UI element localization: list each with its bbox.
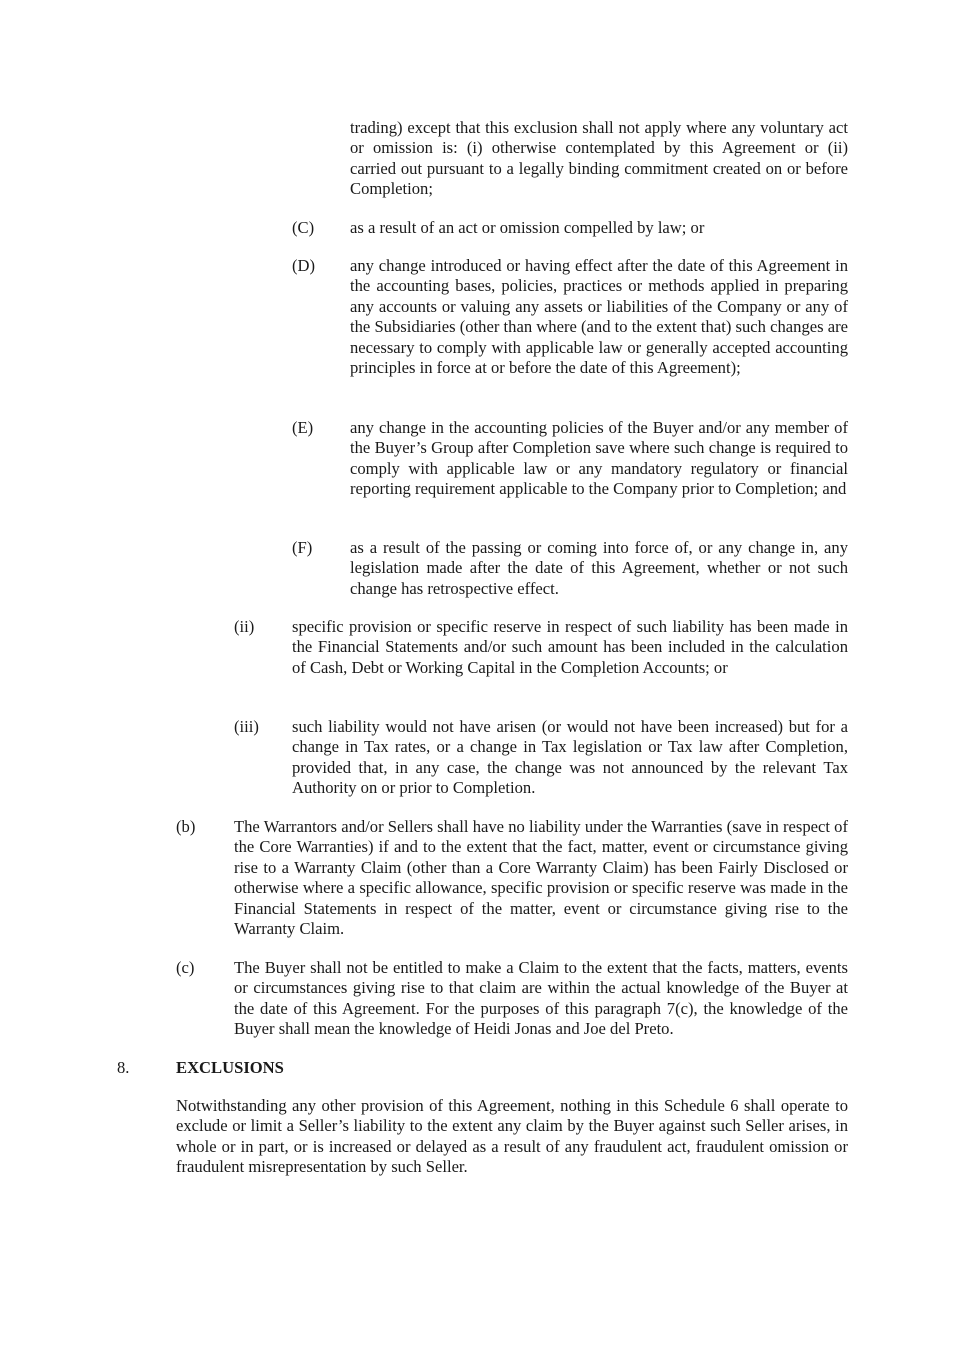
section-body: Notwithstanding any other provision of this Agreement, nothing in this Schedule 6 shall operate to exclude or limit a Seller’s liability to the extent any claim by the Buyer against such Seller arises, in whole or in part, or is increased or delayed as a result of any fraudulent act, fraudulent omission or fraudulent misrepresentation by such Seller. [176, 1096, 848, 1177]
sub-item-marker: (E) [292, 418, 314, 437]
sub-item-text: any change in the accounting policies of the Buyer and/or any member of the Buyer’s Group after Completion save where such change is required to comply with applicable law or any mandatory regulatory or financial reporting requirement applicable to the Company prior to Completion; and [350, 418, 848, 499]
letter-item-text: The Warrantors and/or Sellers shall have no liability under the Warranties (save in respect of the Core Warranties) if and to the extent that the fact, matter, event or circumstance giving rise to a Warranty Claim (other than a Core Warranty Claim) has been Fairly Disclosed or otherwise where a specific allowance, specific provision or specific reserve was made in the Financial Statements in respect of the matter, event or circumstance giving rise to the Warranty Claim. [234, 817, 848, 939]
letter-item-marker: (b) [176, 817, 196, 836]
sub-item-text: as a result of the passing or coming into force of, or any change in, any legislation made after the date of this Agreement, whether or not such change has retrospective effect. [350, 538, 848, 598]
sub-item-marker: (C) [292, 218, 315, 237]
sub-item-marker: (D) [292, 256, 316, 275]
roman-item-marker: (ii) [234, 617, 255, 636]
continuation-paragraph: trading) except that this exclusion shall not apply where any voluntary act or omission is: (i) otherwise contemplated by this Agreement or (ii) carried out pursuant to a legally binding commitment created on or before Completion; [350, 118, 848, 199]
section-heading: EXCLUSIONS [176, 1058, 284, 1077]
roman-item-marker: (iii) [234, 717, 259, 736]
roman-item-text: such liability would not have arisen (or would not have been increased) but for a change in Tax rates, or a change in Tax legislation or Tax law after Completion, provided that, in any case, the change was not announced by the relevant Tax Authority on or prior to Completion. [292, 717, 848, 798]
letter-item-marker: (c) [176, 958, 195, 977]
roman-item-text: specific provision or specific reserve in respect of such liability has been made in the Financial Statements and/or such amount has been included in the calculation of Cash, Debt or Working Capital in the Completion Accounts; or [292, 617, 848, 677]
sub-item-text: as a result of an act or omission compelled by law; or [350, 218, 705, 237]
sub-item-marker: (F) [292, 538, 313, 557]
sub-item-text: any change introduced or having effect after the date of this Agreement in the accounting bases, policies, practices or methods applied in preparing any accounts or valuing any assets or liabilities of the Company or any of the Subsidiaries (other than where (and to the extent that) such changes are necessary to comply with applicable law or generally accepted accounting principles in force at or before the date of this Agreement); [350, 256, 848, 378]
letter-item-text: The Buyer shall not be entitled to make a Claim to the extent that the facts, matters, events or circumstances giving rise to that claim are within the actual knowledge of the Buyer at the date of this Agreement. For the purposes of this paragraph 7(c), the knowledge of the Buyer shall mean the knowledge of Heidi Jonas and Joe del Preto. [234, 958, 848, 1039]
section-number: 8. [117, 1058, 130, 1077]
